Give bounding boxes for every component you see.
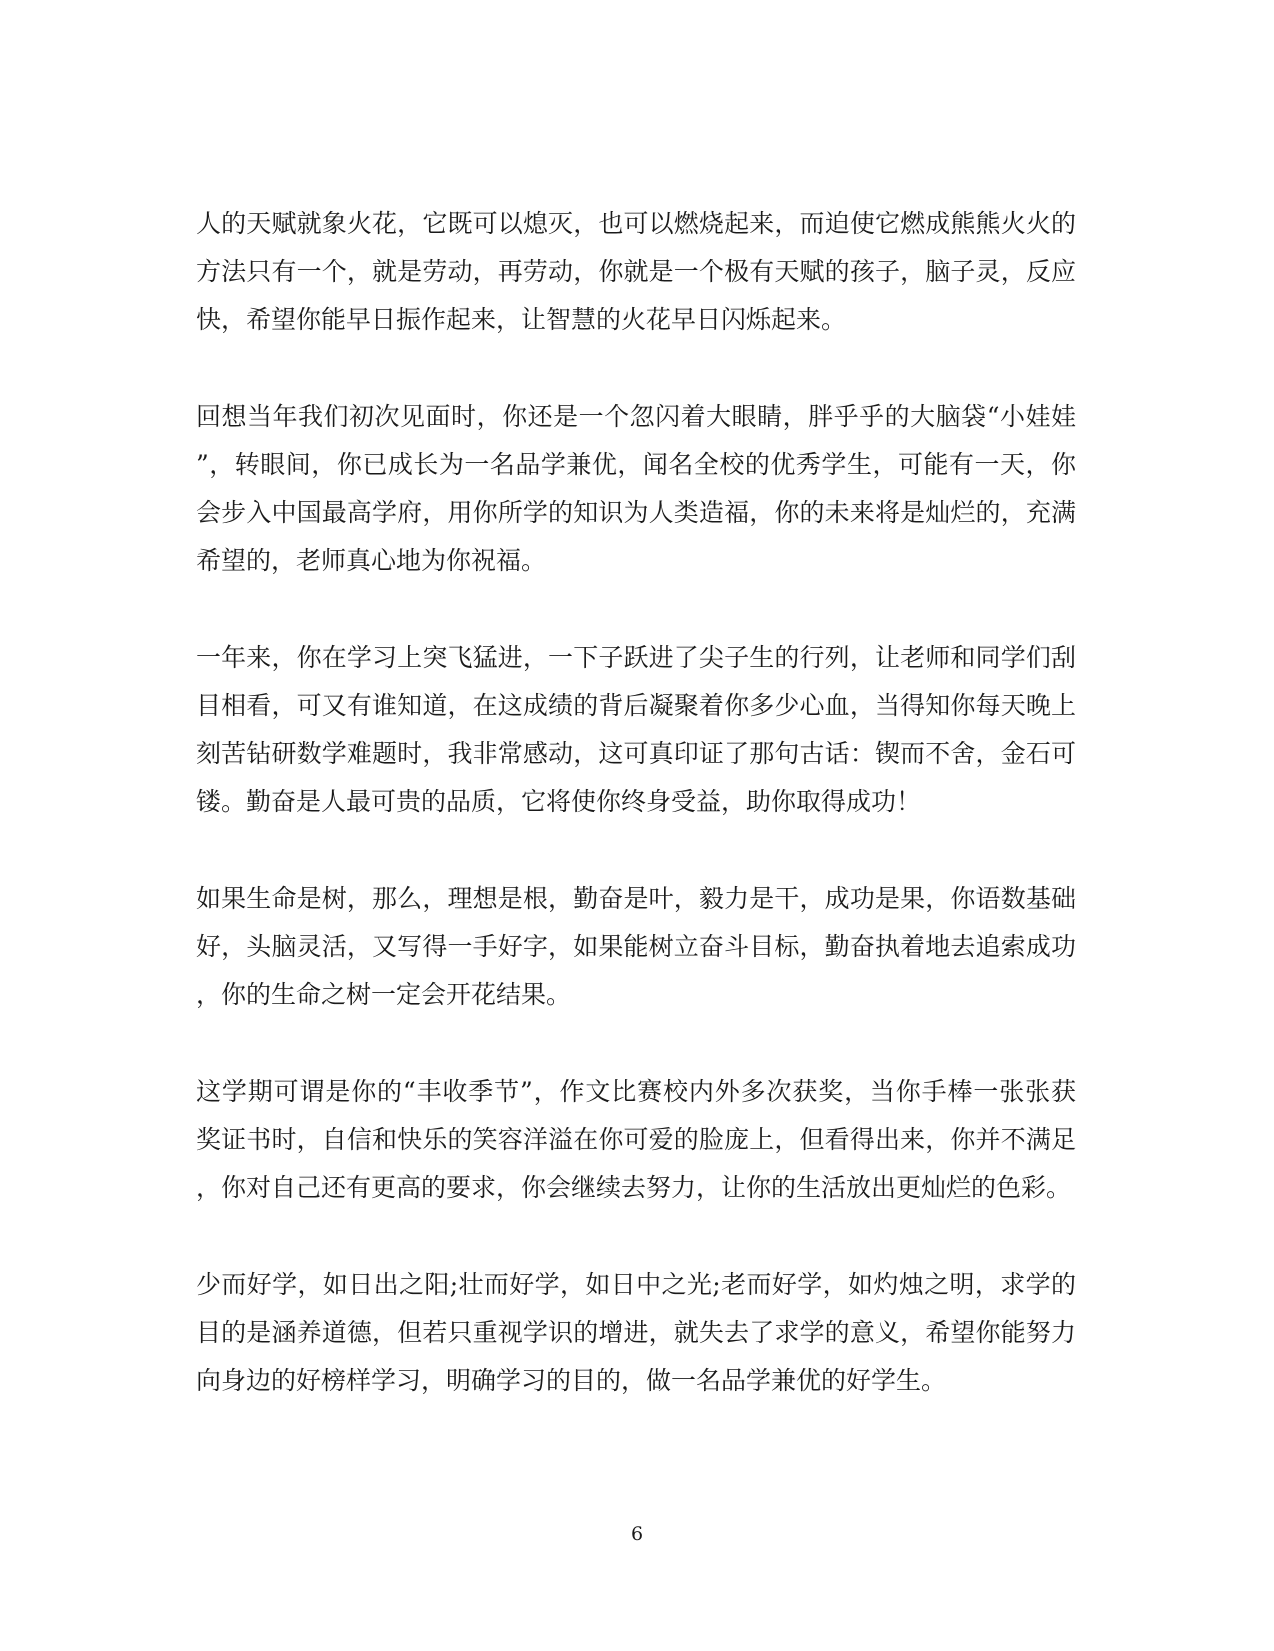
paragraph-line: 镂。勤奋是人最可贵的品质，它将使你终身受益，助你取得成功！	[196, 787, 922, 816]
paragraph-line: 少而好学，如日出之阳;壮而好学，如日中之光;老而好学，如灼烛之明，求学的	[196, 1270, 1076, 1299]
paragraph-4	[196, 875, 1076, 1019]
paragraph-spacer	[196, 344, 1076, 393]
paragraph-line: 好，头脑灵活，又写得一手好字，如果能树立奋斗目标，勤奋执着地去追索成功	[196, 932, 1076, 961]
paragraph-spacer	[196, 585, 1076, 634]
paragraph-line: 目的是涵养道德，但若只重视学识的增进，就失去了求学的意义，希望你能努力	[196, 1318, 1076, 1347]
paragraph-2	[196, 393, 1076, 585]
paragraph-line: 会步入中国最高学府，用你所学的知识为人类造福，你的未来将是灿烂的，充满	[196, 498, 1076, 527]
paragraph-3	[196, 634, 1076, 826]
paragraph-spacer	[196, 1019, 1076, 1068]
paragraph-line: ”，转眼间，你已成长为一名品学兼优，闻名全校的优秀学生，可能有一天，你	[196, 450, 1076, 479]
paragraph-line: 希望的，老师真心地为你祝福。	[196, 546, 547, 575]
paragraph-spacer	[196, 1212, 1076, 1261]
paragraph-line: ，你的生命之树一定会开花结果。	[196, 980, 572, 1009]
paragraph-5	[196, 1068, 1076, 1212]
paragraph-spacer	[196, 826, 1076, 875]
paragraph-line: 这学期可谓是你的“丰收季节”，作文比赛校内外多次获奖，当你手棒一张张获	[196, 1077, 1076, 1106]
paragraph-line: ，你对自己还有更高的要求，你会继续去努力，让你的生活放出更灿烂的色彩。	[196, 1173, 1072, 1202]
paragraph-line: 如果生命是树，那么，理想是根，勤奋是叶，毅力是干，成功是果，你语数基础	[196, 884, 1076, 913]
document-body	[196, 200, 1076, 1405]
paragraph-6	[196, 1261, 1076, 1405]
paragraph-line: 向身边的好榜样学习，明确学习的目的，做一名品学兼优的好学生。	[196, 1366, 947, 1395]
paragraph-line: 快，希望你能早日振作起来，让智慧的火花早日闪烁起来。	[196, 305, 847, 334]
paragraph-line: 目相看，可又有谁知道，在这成绩的背后凝聚着你多少心血，当得知你每天晚上	[196, 691, 1076, 720]
paragraph-line: 方法只有一个，就是劳动，再劳动，你就是一个极有天赋的孩子，脑子灵，反应	[196, 257, 1076, 286]
page-number: 6	[630, 1523, 644, 1545]
paragraph-line: 回想当年我们初次见面时，你还是一个忽闪着大眼睛，胖乎乎的大脑袋“小娃娃	[196, 402, 1076, 431]
paragraph-line: 奖证书时，自信和快乐的笑容洋溢在你可爱的脸庞上，但看得出来，你并不满足	[196, 1125, 1076, 1154]
paragraph-1	[196, 200, 1076, 344]
paragraph-line: 人的天赋就象火花，它既可以熄灭，也可以燃烧起来，而迫使它燃成熊熊火火的	[196, 209, 1076, 238]
paragraph-line: 刻苦钻研数学难题时，我非常感动，这可真印证了那句古话：锲而不舍，金石可	[196, 739, 1076, 768]
paragraph-line: 一年来，你在学习上突飞猛进，一下子跃进了尖子生的行列，让老师和同学们刮	[196, 643, 1076, 672]
